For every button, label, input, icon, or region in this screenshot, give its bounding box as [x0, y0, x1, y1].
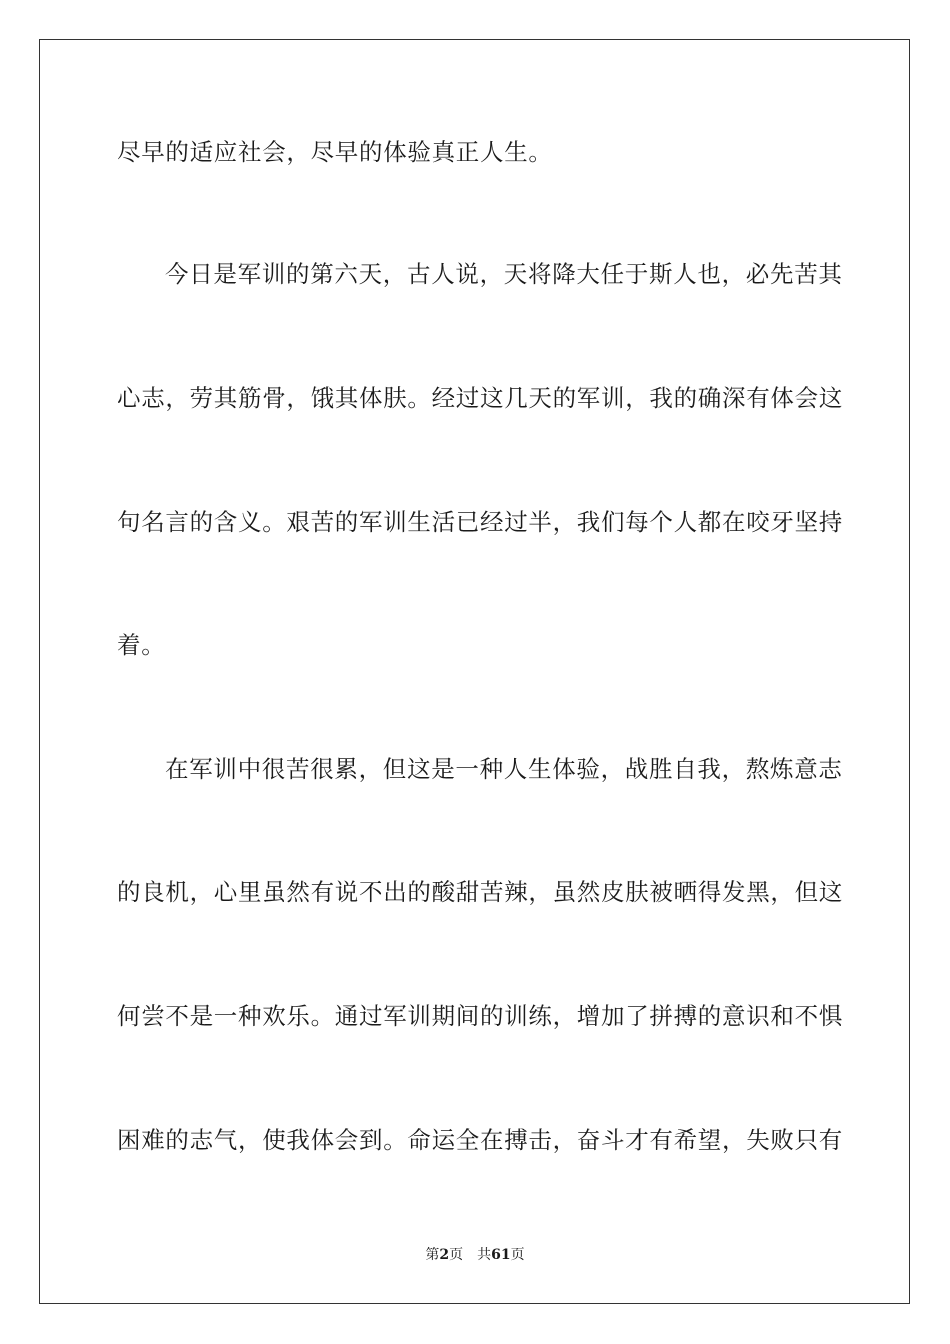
body-line-9: 困难的志气，使我体会到。命运全在搏击，奋斗才有希望，失败只有	[117, 1126, 843, 1154]
page-footer	[0, 1245, 950, 1265]
total-suffix: 页	[510, 1247, 525, 1263]
total-prefix: 共	[477, 1247, 492, 1263]
page-border	[39, 39, 910, 1304]
page-prefix: 第	[425, 1247, 440, 1263]
body-line-7: 的良机，心里虽然有说不出的酸甜苦辣，虽然皮肤被晒得发黑，但这	[117, 878, 843, 906]
body-line-5: 着。	[117, 631, 166, 659]
page-suffix: 页	[449, 1247, 464, 1263]
total-pages: 61	[491, 1247, 511, 1263]
page-number: 2	[439, 1247, 450, 1263]
body-line-8: 何尝不是一种欢乐。通过军训期间的训练，增加了拼搏的意识和不惧	[117, 1002, 843, 1030]
body-line-3: 心志，劳其筋骨，饿其体肤。经过这几天的军训，我的确深有体会这	[117, 384, 843, 412]
body-line-4: 句名言的含义。艰苦的军训生活已经过半，我们每个人都在咬牙坚持	[117, 508, 843, 536]
body-line-1: 尽早的适应社会，尽早的体验真正人生。	[117, 138, 553, 166]
body-line-6: 在军训中很苦很累，但这是一种人生体验，战胜自我，熬炼意志	[165, 755, 843, 783]
body-line-2: 今日是军训的第六天，古人说，天将降大任于斯人也，必先苦其	[165, 260, 843, 288]
